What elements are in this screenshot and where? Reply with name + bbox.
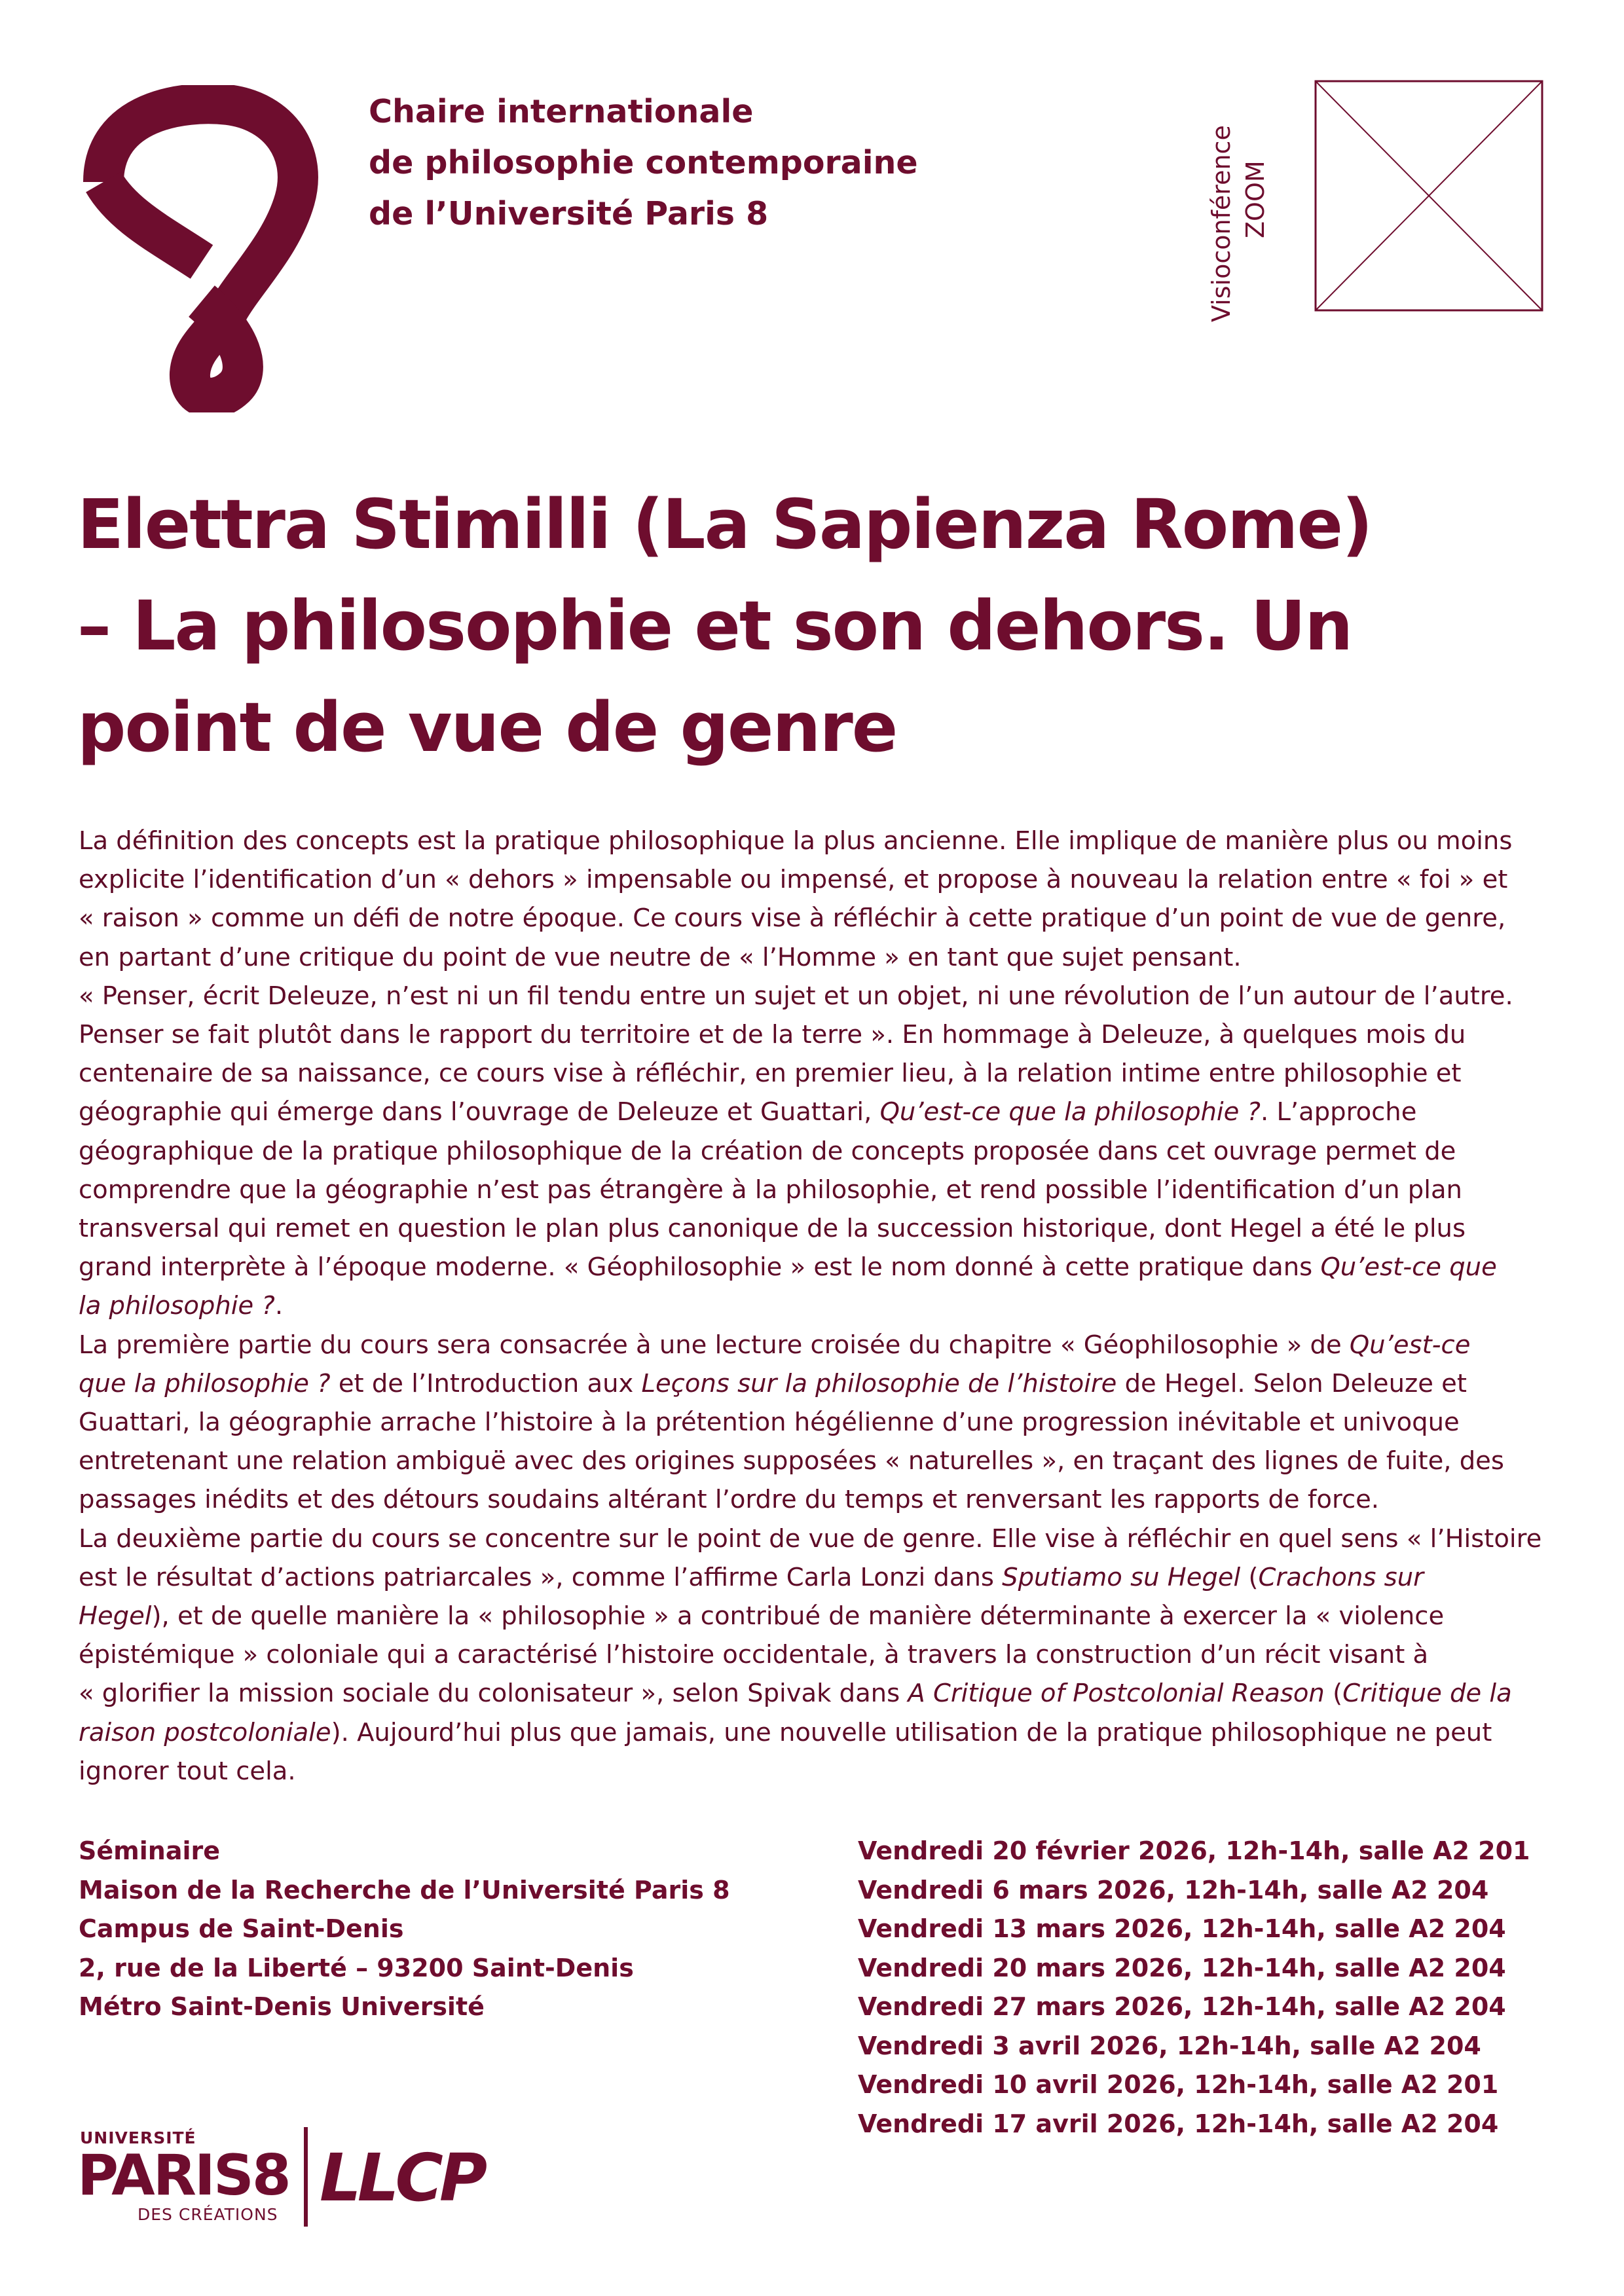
body-line (79, 1635, 1559, 1674)
seminar-line: 2, rue de la Liberté – 93200 Saint-Denis (79, 1953, 634, 1982)
text-segment: . (274, 1291, 284, 1321)
session-date: Vendredi 17 avril 2026, 12h-14h, salle A2 204 (858, 2109, 1499, 2138)
session-dates (858, 1832, 1611, 2143)
body-line (79, 822, 1559, 860)
body-line (79, 1597, 1559, 1635)
session-date: Vendredi 27 mars 2026, 12h-14h, salle A2 204 (858, 1992, 1506, 2021)
body-line (79, 1558, 1559, 1597)
text-segment: ( (1240, 1562, 1259, 1592)
text-segment: de Hegel. Selon Deleuze et (1116, 1368, 1467, 1398)
paris8-logo (77, 85, 326, 415)
body-line (79, 899, 1559, 938)
text-segment: . L’approche (1260, 1097, 1417, 1127)
footer-logos (77, 2124, 523, 2229)
llcp-logo: LLCP (320, 2140, 484, 2216)
chaire-line: Chaire internationale (369, 93, 754, 130)
italic-title-segment: Qu’est-ce que la philosophie ? (879, 1097, 1261, 1127)
zoom-text: ZOOM (1241, 160, 1270, 238)
text-segment: entretenant une relation ambiguë avec des origines supposées « naturelles », en traçant des lignes de fuite, des (79, 1446, 1504, 1476)
italic-title-segment: Crachons sur (1258, 1562, 1424, 1592)
qr-placeholder-box (1314, 80, 1543, 314)
visioconference-label (1207, 77, 1299, 326)
text-segment: est le résultat d’actions patriarcales », comme l’affirme Carla Lonzi dans (79, 1562, 1003, 1592)
text-segment: géographie qui émerge dans l’ouvrage de Deleuze et Guattari, (79, 1097, 880, 1127)
session-date: Vendredi 3 avril 2026, 12h-14h, salle A2 204 (858, 2031, 1481, 2060)
session-date: Vendredi 20 février 2026, 12h-14h, salle A2 201 (858, 1836, 1530, 1865)
italic-title-segment: Sputiamo su Hegel (1002, 1562, 1241, 1592)
body-line (79, 1713, 1559, 1752)
body-line (79, 1674, 1559, 1713)
italic-title-segment: A Critique of Postcolonial Reason (908, 1679, 1325, 1709)
body-line (79, 1248, 1559, 1286)
italic-title-segment: Qu’est-ce (1349, 1330, 1471, 1360)
text-segment: La deuxième partie du cours se concentre sur le point de vue de genre. Elle vise à réfléchir en quel sens « l’Histoire (79, 1523, 1542, 1554)
text-segment: ignorer tout cela. (79, 1756, 296, 1786)
text-segment: centenaire de sa naissance, ce cours vise à réfléchir, en premier lieu, à la relation intime entre philosophie et (79, 1059, 1462, 1089)
seminar-line: Campus de Saint-Denis (79, 1914, 404, 1943)
paris8-logo-icon (77, 85, 326, 412)
session-date: Vendredi 6 mars 2026, 12h-14h, salle A2 204 (858, 1875, 1489, 1904)
text-segment: géographique de la pratique philosophique de la création de concepts proposée dans cet ouvrage permet de (79, 1136, 1456, 1166)
text-segment: La première partie du cours sera consacrée à une lecture croisée du chapitre « Géophilosophie » de (79, 1330, 1350, 1360)
body-line (79, 1209, 1559, 1248)
text-segment: passages inédits et des détours soudains altérant l’ordre du temps et renversant les rapports de force. (79, 1485, 1380, 1515)
seminar-line: Séminaire (79, 1836, 220, 1865)
text-segment: ( (1324, 1679, 1343, 1709)
body-line (79, 1364, 1559, 1403)
page-title (77, 474, 1551, 778)
text-segment: explicite l’identification d’un « dehors » impensable ou impensé, et propose à nouveau la relation entre « foi » et (79, 865, 1508, 895)
text-segment: ). Aujourd’hui plus que jamais, une nouvelle utilisation de la pratique philosophique ne peut (331, 1717, 1492, 1747)
text-segment: Penser se fait plutôt dans le rapport du territoire et de la terre ». En hommage à Deleuze, à quelques mois du (79, 1020, 1466, 1050)
body-line (79, 1480, 1559, 1519)
body-line (79, 1132, 1559, 1171)
logo-separator (304, 2127, 308, 2227)
seminar-location (79, 1832, 832, 2027)
body-line (79, 1093, 1559, 1131)
body-line (79, 1442, 1559, 1480)
body-line (79, 1752, 1559, 1791)
text-segment: « raison » comme un défi de notre époque. Ce cours vise à réfléchir à cette pratique d’un point de vue de genre, (79, 903, 1506, 934)
body-line (79, 1015, 1559, 1054)
text-segment: et de l’Introduction aux (330, 1368, 642, 1398)
italic-title-segment: Leçons sur la philosophie de l’histoire (641, 1368, 1117, 1398)
chaire-line: de l’Université Paris 8 (369, 195, 769, 232)
chaire-heading (369, 86, 1187, 240)
seminar-line: Métro Saint-Denis Université (79, 1992, 485, 2021)
session-date: Vendredi 20 mars 2026, 12h-14h, salle A2 204 (858, 1953, 1506, 1982)
university-label: UNIVERSITÉ (80, 2128, 196, 2147)
text-segment: « glorifier la mission sociale du colonisateur », selon Spivak dans (79, 1679, 908, 1709)
text-segment: comprendre que la géographie n’est pas étrangère à la philosophie, et rend possible l’identification d’un plan (79, 1175, 1462, 1205)
body-line (79, 938, 1559, 977)
body-line (79, 1403, 1559, 1442)
visioconference-text: Visioconférence (1207, 125, 1236, 322)
italic-title-segment: la philosophie ? (79, 1291, 275, 1321)
university-paris8-logo: PARIS8 (77, 2143, 289, 2208)
body-line (79, 1286, 1559, 1325)
chaire-line: de philosophie contemporaine (369, 144, 918, 181)
text-segment: grand interprète à l’époque moderne. « Géophilosophie » est le nom donné à cette pratique dans (79, 1252, 1321, 1283)
crossed-box-icon (1314, 80, 1543, 312)
italic-title-segment: que la philosophie ? (79, 1368, 331, 1398)
session-date: Vendredi 13 mars 2026, 12h-14h, salle A2 204 (858, 1914, 1506, 1943)
text-segment: « Penser, écrit Deleuze, n’est ni un fil tendu entre un sujet et un objet, ni une révolution de l’un autour de l’autre. (79, 981, 1513, 1011)
text-segment: La définition des concepts est la pratique philosophique la plus ancienne. Elle implique de manière plus ou moins (79, 826, 1513, 856)
text-segment: transversal qui remet en question le plan plus canonique de la succession historique, dont Hegel a été le plus (79, 1214, 1466, 1244)
body-line (79, 1326, 1559, 1364)
text-segment: Guattari, la géographie arrache l’histoire à la prétention hégélienne d’une progression inévitable et univoque (79, 1408, 1460, 1438)
body-line (79, 860, 1559, 899)
text-segment: épistémique » coloniale qui a caractérisé l’histoire occidentale, à travers la construction d’un récit visant à (79, 1640, 1429, 1670)
title-line: Elettra Stimilli (La Sapienza Rome) (77, 484, 1372, 564)
body-line (79, 977, 1559, 1015)
italic-title-segment: raison postcoloniale (79, 1717, 331, 1747)
session-date: Vendredi 10 avril 2026, 12h-14h, salle A2 201 (858, 2070, 1499, 2099)
title-line: point de vue de genre (77, 687, 897, 767)
italic-title-segment: Hegel (79, 1601, 152, 1631)
text-segment: ), et de quelle manière la « philosophie » a contribué de manière déterminante à exercer la « violence (151, 1601, 1445, 1631)
university-tagline: DES CRÉATIONS (138, 2205, 278, 2224)
italic-title-segment: Qu’est-ce que (1320, 1252, 1497, 1283)
course-description (79, 822, 1559, 1791)
body-line (79, 1171, 1559, 1209)
text-segment: en partant d’une critique du point de vue neutre de « l’Homme » en tant que sujet pensant. (79, 942, 1242, 972)
body-line (79, 1520, 1559, 1558)
body-line (79, 1054, 1559, 1093)
title-line: – La philosophie et son dehors. Un (77, 586, 1352, 666)
italic-title-segment: Critique de la (1342, 1679, 1512, 1709)
seminar-line: Maison de la Recherche de l’Université Paris 8 (79, 1875, 730, 1904)
